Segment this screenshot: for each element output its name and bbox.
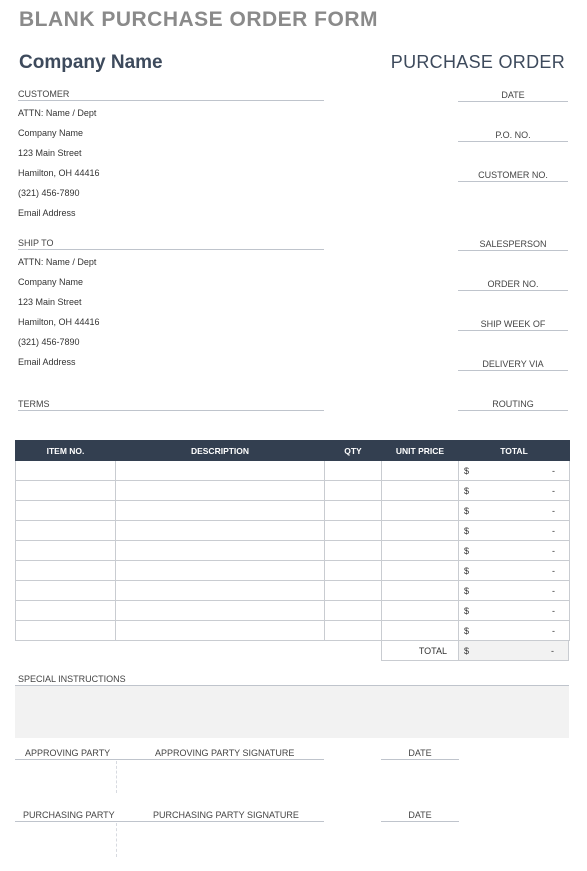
item-no-cell[interactable] <box>16 621 116 641</box>
purchasing-party-label: PURCHASING PARTY <box>23 810 115 820</box>
line-total-amount: - <box>552 586 555 596</box>
line-total-currency: $ <box>464 466 470 476</box>
purchase-order-heading: PURCHASE ORDER <box>390 52 565 72</box>
approving-signature-label: APPROVING PARTY SIGNATURE <box>155 748 295 758</box>
line-total-currency: $ <box>464 606 470 616</box>
description-cell[interactable] <box>116 561 325 581</box>
table-row <box>16 561 570 581</box>
line-total-cell[interactable] <box>459 601 570 621</box>
ship-to-company: Company Name <box>18 277 84 287</box>
grand-total-amount: - <box>551 646 554 656</box>
ship-to-label: SHIP TO <box>18 238 54 248</box>
unit-price-cell[interactable] <box>382 621 459 641</box>
date-field[interactable] <box>458 90 568 102</box>
approving-date-label: DATE <box>408 748 432 758</box>
description-cell[interactable] <box>116 461 325 481</box>
unit-price-cell[interactable] <box>382 601 459 621</box>
table-row <box>16 621 570 641</box>
table-row <box>16 601 570 621</box>
item-no-cell[interactable] <box>16 581 116 601</box>
unit-price-cell[interactable] <box>382 521 459 541</box>
table-row <box>16 581 570 601</box>
table-row <box>16 481 570 501</box>
item-no-cell[interactable] <box>16 501 116 521</box>
qty-cell[interactable] <box>325 601 382 621</box>
special-instructions-box[interactable] <box>15 686 569 738</box>
approving-signature-field[interactable] <box>116 748 324 760</box>
approving-party-field[interactable] <box>15 748 116 760</box>
customer-city: Hamilton, OH 44416 <box>18 168 100 178</box>
unit-price-cell[interactable] <box>382 541 459 561</box>
line-total-currency: $ <box>464 526 470 536</box>
approving-party-label: APPROVING PARTY <box>25 748 111 758</box>
line-total-cell[interactable] <box>459 481 570 501</box>
special-instructions-label: SPECIAL INSTRUCTIONS <box>18 674 126 684</box>
customer-phone: (321) 456-7890 <box>18 188 80 198</box>
items-table <box>15 440 570 641</box>
customer-street: 123 Main Street <box>18 148 82 158</box>
ship-week-of-field[interactable] <box>458 319 568 331</box>
approving-date-field[interactable] <box>381 748 459 760</box>
description-cell[interactable] <box>116 601 325 621</box>
grand-total-value[interactable] <box>458 640 569 661</box>
purchasing-signature-label: PURCHASING PARTY SIGNATURE <box>153 810 299 820</box>
item-no-cell[interactable] <box>16 561 116 581</box>
table-row <box>16 501 570 521</box>
unit-price-cell[interactable] <box>382 581 459 601</box>
qty-cell[interactable] <box>325 541 382 561</box>
order-no-field[interactable] <box>458 279 568 291</box>
line-total-amount: - <box>552 626 555 636</box>
line-total-currency: $ <box>464 486 470 496</box>
customer-company: Company Name <box>18 128 84 138</box>
line-total-currency: $ <box>464 586 470 596</box>
item-no-cell[interactable] <box>16 521 116 541</box>
grand-total-currency: $ <box>464 646 470 656</box>
description-cell[interactable] <box>116 521 325 541</box>
customer-no-field[interactable] <box>458 170 568 182</box>
items-table-body <box>16 461 570 641</box>
table-row <box>16 521 570 541</box>
salesperson-label: SALESPERSON <box>479 239 547 249</box>
line-total-amount: - <box>552 466 555 476</box>
description-cell[interactable] <box>116 501 325 521</box>
purchasing-signature-field[interactable] <box>116 810 324 822</box>
line-total-currency: $ <box>464 566 470 576</box>
unit-price-cell[interactable] <box>382 461 459 481</box>
ship-week-of-label: SHIP WEEK OF <box>480 319 546 329</box>
item-no-cell[interactable] <box>16 461 116 481</box>
qty-cell[interactable] <box>325 501 382 521</box>
purchasing-party-field[interactable] <box>15 810 116 822</box>
purchasing-date-field[interactable] <box>381 810 459 822</box>
line-total-cell[interactable] <box>459 561 570 581</box>
line-total-amount: - <box>552 526 555 536</box>
header-total: TOTAL <box>459 441 570 461</box>
description-cell[interactable] <box>116 621 325 641</box>
terms-row[interactable] <box>18 399 324 411</box>
ship-to-email: Email Address <box>18 357 76 367</box>
line-total-cell[interactable] <box>459 541 570 561</box>
line-total-cell[interactable] <box>459 461 570 481</box>
unit-price-cell[interactable] <box>382 501 459 521</box>
item-no-cell[interactable] <box>16 541 116 561</box>
qty-cell[interactable] <box>325 561 382 581</box>
ship-to-attn: ATTN: Name / Dept <box>18 257 97 267</box>
grand-total-label: TOTAL <box>381 640 459 661</box>
customer-label: CUSTOMER <box>18 89 70 99</box>
ship-to-phone: (321) 456-7890 <box>18 337 80 347</box>
table-row <box>16 541 570 561</box>
header-unit-price: UNIT PRICE <box>382 441 459 461</box>
line-total-cell[interactable] <box>459 521 570 541</box>
table-row <box>16 461 570 481</box>
routing-field[interactable] <box>458 399 568 411</box>
ship-to-label-row <box>18 238 324 250</box>
line-total-cell[interactable] <box>459 581 570 601</box>
qty-cell[interactable] <box>325 481 382 501</box>
customer-label-row <box>18 89 324 101</box>
customer-no-label: CUSTOMER NO. <box>478 170 548 180</box>
qty-cell[interactable] <box>325 621 382 641</box>
header-description: DESCRIPTION <box>116 441 325 461</box>
line-total-currency: $ <box>464 546 470 556</box>
terms-label: TERMS <box>18 399 50 409</box>
description-cell[interactable] <box>116 541 325 561</box>
qty-cell[interactable] <box>325 521 382 541</box>
header-item-no: ITEM NO. <box>16 441 116 461</box>
po-no-field[interactable] <box>458 130 568 142</box>
qty-cell[interactable] <box>325 581 382 601</box>
qty-cell[interactable] <box>325 461 382 481</box>
table-header-row <box>16 441 570 461</box>
line-total-amount: - <box>552 506 555 516</box>
description-cell[interactable] <box>116 481 325 501</box>
order-no-label: ORDER NO. <box>487 279 539 289</box>
item-no-cell[interactable] <box>16 601 116 621</box>
approving-divider <box>116 761 117 793</box>
salesperson-field[interactable] <box>458 239 568 251</box>
line-total-amount: - <box>552 566 555 576</box>
routing-label: ROUTING <box>492 399 534 409</box>
customer-email: Email Address <box>18 208 76 218</box>
delivery-via-field[interactable] <box>458 359 568 371</box>
line-total-amount: - <box>552 606 555 616</box>
unit-price-cell[interactable] <box>382 481 459 501</box>
po-no-label: P.O. NO. <box>495 130 531 140</box>
delivery-via-label: DELIVERY VIA <box>482 359 544 369</box>
customer-attn: ATTN: Name / Dept <box>18 108 97 118</box>
line-total-currency: $ <box>464 626 470 636</box>
form-title: BLANK PURCHASE ORDER FORM <box>19 8 378 31</box>
purchasing-date-label: DATE <box>408 810 432 820</box>
date-label: DATE <box>501 90 525 100</box>
line-total-currency: $ <box>464 506 470 516</box>
ship-to-city: Hamilton, OH 44416 <box>18 317 100 327</box>
line-total-amount: - <box>552 546 555 556</box>
item-no-cell[interactable] <box>16 481 116 501</box>
unit-price-cell[interactable] <box>382 561 459 581</box>
purchasing-divider <box>116 823 117 857</box>
special-instructions-row <box>15 674 569 686</box>
line-total-cell[interactable] <box>459 501 570 521</box>
line-total-cell[interactable] <box>459 621 570 641</box>
header-qty: QTY <box>325 441 382 461</box>
ship-to-street: 123 Main Street <box>18 297 82 307</box>
description-cell[interactable] <box>116 581 325 601</box>
company-name: Company Name <box>19 52 163 73</box>
line-total-amount: - <box>552 486 555 496</box>
